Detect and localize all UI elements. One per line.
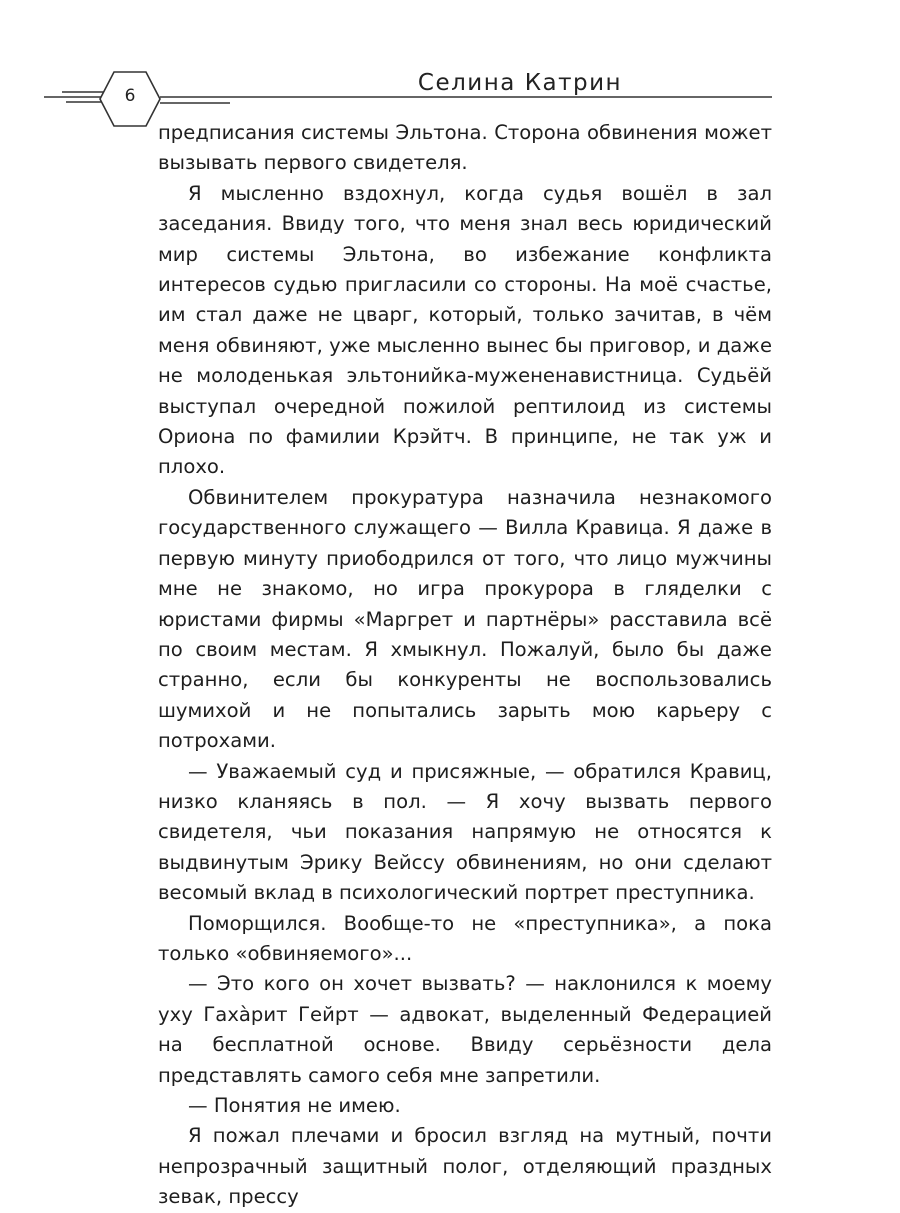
paragraph: Я пожал плечами и бросил взгляд на мутный, почти непрозрачный защитный полог, отделяющий праздных зевак, прессу	[158, 1124, 772, 1209]
paragraph: — Уважаемый суд и присяжные, — обратился Кравиц, низко кланяясь в пол. — Я хочу вызвать первого свидетеля, чьи показания напрямую не относятся к выдвинутым Эрику Вейссу обвинениям, но они сделают весомый вклад в психологический портрет преступника.	[158, 759, 772, 905]
paragraph: Поморщился. Вообще-то не «преступника», а пока только «обвиняемого»...	[158, 911, 772, 965]
paragraph: Я мысленно вздохнул, когда судья вошёл в зал заседания. Ввиду того, что меня знал весь юридический мир системы Эльтона, во избежание конфликта интересов судью пригласили со стороны. На моё счастье, им стал даже не цварг, который, только зачитав, в чём меня обвиняют, уже мысленно вынес бы приговор, и даже не молоденькая эльтонийка-мужененавистница. Судьёй выступал очередной пожилой рептилоид из системы Ориона по фамилии Крэйтч. В принципе, не так уж и плохо.	[158, 181, 772, 479]
paragraph: Обвинителем прокуратура назначила незнакомого государственного служащего — Вилла Кравица. Я даже в первую минуту приободрился от того, что лицо мужчины мне не знакомо, но игра прокурора в гляделки с юристами фирмы «Маргрет и партнёры» расставила всё по своим местам. Я хмыкнул. Пожалуй, было бы даже странно, если бы конкуренты не воспользовались шумихой и не попытались зарыть мою карьеру с потрохами.	[158, 485, 772, 753]
body-text	[158, 118, 772, 1213]
paragraph: — Понятия не имею.	[188, 1094, 401, 1117]
page-number: 6	[124, 86, 136, 106]
paragraph: — Это кого он хочет вызвать? — наклонился к моему уху Гахàрит Гейрт — адвокат, выделенный Федерацией на бесплатной основе. Ввиду серьёзности дела представлять самого себя мне запретили.	[158, 972, 772, 1087]
paragraph: предписания системы Эльтона. Сторона обвинения может вызывать первого свидетеля.	[158, 121, 772, 175]
running-head-author: Селина Катрин	[417, 70, 623, 96]
